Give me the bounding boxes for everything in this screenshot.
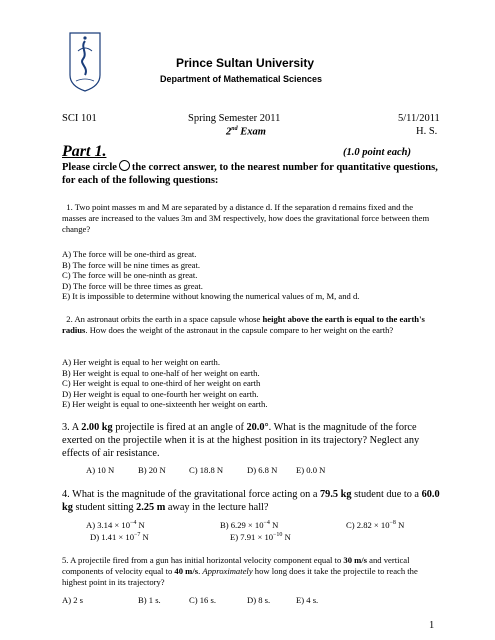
q3-option-e[interactable]: E) 0.0 N bbox=[296, 465, 326, 475]
q5-option-e[interactable]: E) 4 s. bbox=[296, 595, 319, 605]
q5-option-c[interactable]: C) 16 s. bbox=[189, 595, 216, 605]
course-code: SCI 101 bbox=[62, 113, 97, 124]
question-5: 5. A projectile fired from a gun has initial horizontal velocity component equal to 30 m/s and vertical components of velocity equal to 40 m/s. Approximately how long does it take the projectile to reach the highest point in its trajectory? bbox=[62, 555, 418, 587]
answer-circle-icon bbox=[119, 160, 130, 171]
option-d[interactable]: D) The force will be three times as great. bbox=[62, 280, 203, 291]
exam-label: 2nd Exam bbox=[226, 126, 266, 138]
q5-option-b[interactable]: B) 1 s. bbox=[138, 595, 161, 605]
option-b[interactable]: B) Her weight is equal to one-half of her weight on earth. bbox=[62, 367, 260, 378]
question-3: 3. A 2.00 kg projectile is fired at an angle of 20.0°. What is the magnitude of the force exerted on the projectile when it is at the highest position in its trajectory? Neglect any effects of air resistance. bbox=[62, 422, 420, 459]
instructions: Please circle the correct answer, to the nearest number for quantitative questions, for each of the following questions: bbox=[62, 162, 438, 186]
option-c[interactable]: C) The force will be one-ninth as great. bbox=[62, 270, 198, 281]
part-title: Part 1. bbox=[62, 143, 107, 160]
question-1: 1. Two point masses m and M are separated by a distance d. If the separation d remains fixed and the masses are increased to the values 3m and 3M respectively, how does the gravitational force between them change? bbox=[62, 202, 430, 234]
initials: H. S. bbox=[416, 126, 438, 137]
option-c[interactable]: C) Her weight is equal to one-third of her weight on earth bbox=[62, 378, 261, 389]
question-2: 2. An astronaut orbits the earth in a space capsule whose height above the earth is equal to the earth's radius. How does the weight of the astronaut in the capsule compare to her weight on the earth? bbox=[62, 314, 425, 335]
department-name: Department of Mathematical Sciences bbox=[160, 74, 323, 84]
option-b[interactable]: B) The force will be nine times as great. bbox=[62, 259, 201, 270]
q5-option-a[interactable]: A) 2 s bbox=[62, 595, 84, 605]
exam-date: 5/11/2011 bbox=[398, 113, 440, 124]
page-number: 1 bbox=[429, 620, 435, 631]
q4-option-a[interactable]: A) $3.14 \times 10^{-4}$ N bbox=[86, 520, 145, 530]
university-name: Prince Sultan University bbox=[176, 56, 315, 70]
question-1-options bbox=[62, 249, 359, 302]
option-d[interactable]: D) Her weight is equal to one-fourth her weight on earth. bbox=[62, 388, 259, 399]
q4-option-e[interactable]: E) $7.91 \times 10^{-10}$ N bbox=[230, 532, 291, 542]
q5-option-d[interactable]: D) 8 s. bbox=[247, 595, 271, 605]
q3-option-c[interactable]: C) 18.8 N bbox=[189, 465, 224, 475]
university-logo-icon bbox=[66, 31, 104, 93]
q4-option-d[interactable]: D) $1.41 \times 10^{-7}$ N bbox=[90, 532, 149, 542]
option-a[interactable]: A) Her weight is equal to her weight on earth. bbox=[62, 357, 220, 367]
semester: Spring Semester 2011 bbox=[188, 113, 281, 124]
option-e[interactable]: E) Her weight is equal to one-sixteenth her weight on earth. bbox=[62, 399, 268, 410]
q4-option-b[interactable]: B) $6.29 \times 10^{-4}$ N bbox=[220, 520, 279, 530]
q4-option-c[interactable]: C) $2.82 \times 10^{-8}$ N bbox=[346, 520, 405, 530]
part-points: (1.0 point each) bbox=[343, 147, 411, 158]
q3-option-d[interactable]: D) 6.8 N bbox=[247, 465, 278, 475]
question-2-options bbox=[62, 357, 267, 410]
q3-option-b[interactable]: B) 20 N bbox=[138, 465, 166, 475]
question-4: 4. What is the magnitude of the gravitational force acting on a 79.5 kg student due to a 60.0 kg student sitting 2.25 m away in the lecture hall? bbox=[62, 489, 440, 513]
q3-option-a[interactable]: A) 10 N bbox=[86, 465, 115, 475]
option-a[interactable]: A) The force will be one-third as great. bbox=[62, 249, 197, 259]
option-e[interactable]: E) It is impossible to determine without knowing the numerical values of m, M, and d. bbox=[62, 291, 360, 302]
